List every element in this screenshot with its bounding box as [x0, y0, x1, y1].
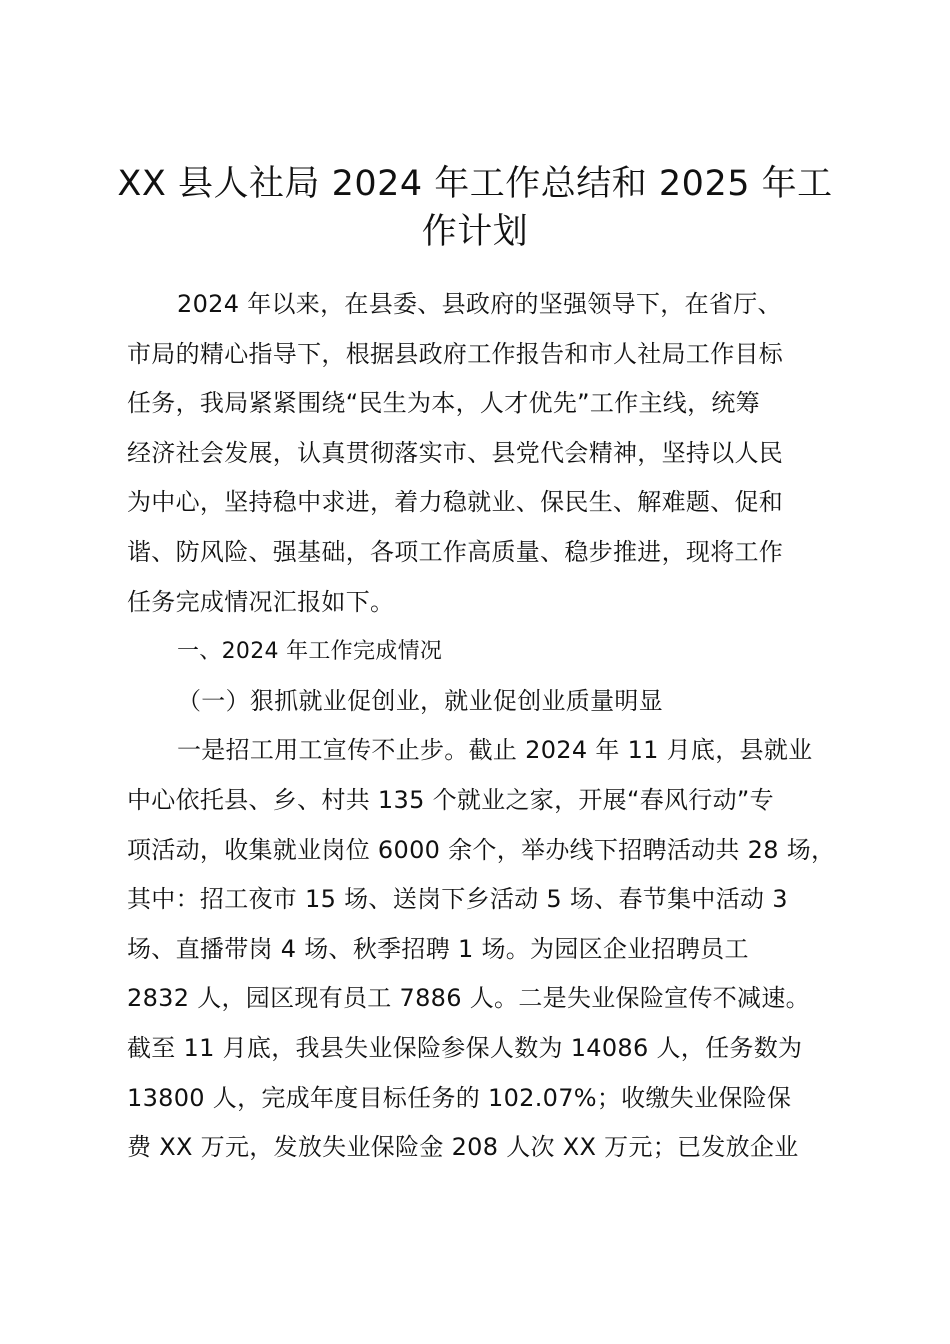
- paragraph-line: 市局的精心指导下，根据县政府工作报告和市人社局工作目标: [127, 339, 784, 368]
- paragraph-line: 中心依托县、乡、村共 135 个就业之家，开展“春风行动”专: [127, 785, 774, 814]
- paragraph-line: 2024 年以来，在县委、县政府的坚强领导下，在省厅、: [177, 290, 782, 318]
- paragraph-line: 场、直播带岗 4 场、秋季招聘 1 场。为园区企业招聘员工: [127, 934, 749, 963]
- paragraph-line: 任务完成情况汇报如下。: [127, 587, 395, 616]
- paragraph-line: 经济社会发展，认真贯彻落实市、县党代会精神，坚持以人民: [127, 438, 784, 467]
- paragraph-line: 任务，我局紧紧围绕“民生为本，人才优先”工作主线，统筹: [127, 389, 760, 418]
- paragraph-line: 一是招工用工宣传不止步。截止 2024 年 11 月底，县就业: [177, 736, 813, 765]
- paragraph-line: 其中：招工夜市 15 场、送岗下乡活动 5 场、春节集中活动 3: [127, 885, 788, 914]
- paragraph-line: 为中心，坚持稳中求进，着力稳就业、保民生、解难题、促和: [127, 488, 784, 517]
- title-line-2: 作计划: [421, 212, 529, 252]
- subsection-heading: （一）狠抓就业促创业，就业促创业质量明显: [177, 686, 663, 715]
- title-line-1: XX 县人社局 2024 年工作总结和 2025 年工: [117, 164, 833, 204]
- paragraph-line: 2832 人，园区现有员工 7886 人。二是失业保险宣传不减速。: [127, 984, 810, 1013]
- paragraph-line: 费 XX 万元，发放失业保险金 208 人次 XX 万元；已发放企业: [127, 1133, 799, 1162]
- paragraph-line: 项活动，收集就业岗位 6000 余个，举办线下招聘活动共 28 场，: [127, 835, 836, 864]
- paragraph-line: 截至 11 月底，我县失业保险参保人数为 14086 人，任务数为: [127, 1033, 803, 1062]
- paragraph-line: 谐、防风险、强基础，各项工作高质量、稳步推进，现将工作: [127, 537, 784, 566]
- paragraph-line: 13800 人，完成年度目标任务的 102.07%；收缴失业保险保: [127, 1083, 792, 1112]
- document-body: [127, 280, 837, 1173]
- section-heading: 一、2024 年工作完成情况: [177, 639, 443, 665]
- document-title: [100, 160, 850, 256]
